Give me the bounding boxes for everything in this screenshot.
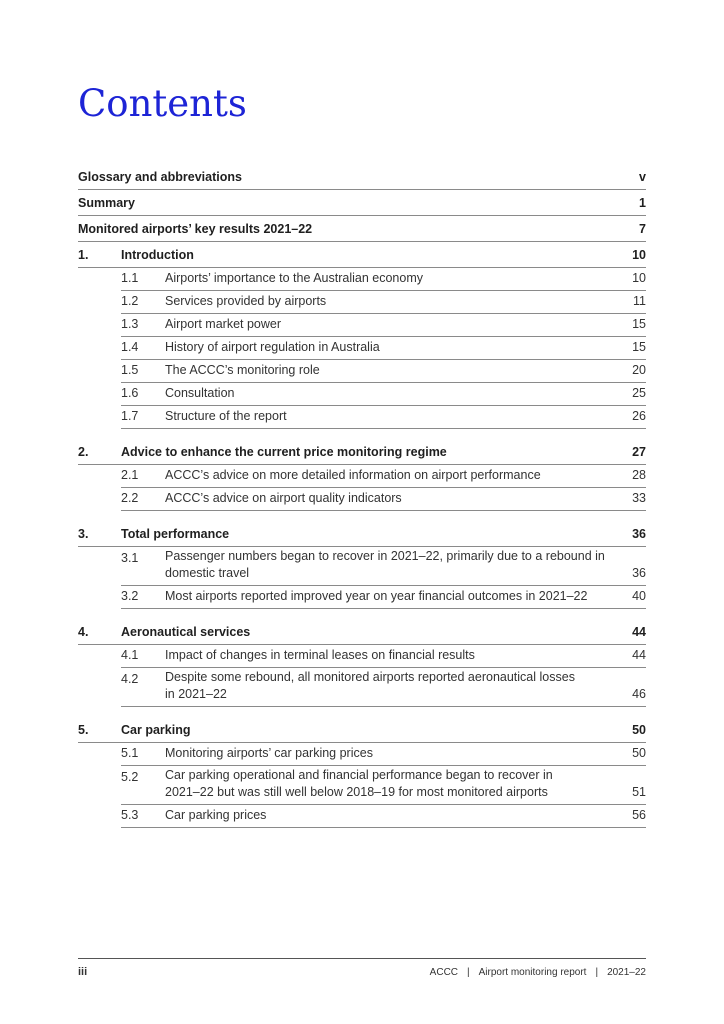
section-title-line: Despite some rebound, all monitored airports reported aeronautical losses	[165, 670, 575, 684]
section-number: 5.3	[121, 808, 139, 822]
chapter-page: 36	[632, 527, 646, 541]
table-of-contents	[78, 164, 646, 828]
toc-section-1-3[interactable]	[121, 314, 646, 337]
section-number: 5.1	[121, 746, 139, 760]
section-title-line: 2021–22 but was still well below 2018–19 for most monitored airports	[165, 785, 548, 799]
section-title-line: domestic travel	[165, 566, 250, 580]
section-title	[165, 548, 616, 582]
section-page: 36	[632, 566, 646, 580]
footer-page-number: iii	[78, 966, 88, 978]
toc-entry-label: Glossary and abbreviations	[78, 170, 242, 184]
section-number: 2.2	[121, 491, 139, 505]
toc-entry-label: Monitored airports’ key results 2021–22	[78, 222, 313, 236]
toc-entry-summary[interactable]	[78, 190, 646, 216]
chapter-number: 5.	[78, 723, 89, 737]
section-number: 1.3	[121, 317, 139, 331]
section-title: Airport market power	[165, 317, 282, 331]
section-title: History of airport regulation in Australia	[165, 340, 380, 354]
section-number: 4.2	[121, 672, 139, 686]
section-page: 10	[632, 271, 646, 285]
toc-section-1-2[interactable]	[121, 291, 646, 314]
section-page: 26	[632, 409, 646, 423]
section-title-line: Passenger numbers began to recover in 2021–22, primarily due to a rebound in	[165, 549, 605, 563]
toc-section-3-2[interactable]	[121, 586, 646, 609]
toc-section-1-7[interactable]	[121, 406, 646, 429]
toc-entry-page: v	[639, 170, 646, 184]
toc-section-1-5[interactable]	[121, 360, 646, 383]
section-title	[165, 767, 616, 801]
chapter-page: 44	[632, 625, 646, 639]
section-number: 3.2	[121, 589, 139, 603]
toc-section-1-6[interactable]	[121, 383, 646, 406]
footer-year: 2021–22	[607, 966, 646, 978]
section-page: 28	[632, 468, 646, 482]
section-page: 11	[633, 294, 646, 308]
toc-section-1-1[interactable]	[121, 268, 646, 291]
section-page: 40	[632, 589, 646, 603]
section-title: Most airports reported improved year on year financial outcomes in 2021–22	[165, 589, 588, 603]
section-number: 3.1	[121, 551, 139, 565]
section-number: 1.7	[121, 409, 139, 423]
section-title: Airports’ importance to the Australian economy	[165, 271, 423, 285]
chapter-title: Total performance	[121, 527, 230, 541]
section-page: 50	[632, 746, 646, 760]
toc-section-2-2[interactable]	[121, 488, 646, 511]
footer-report: Airport monitoring report	[478, 966, 587, 978]
footer-separator: |	[467, 966, 470, 978]
toc-chapter-4[interactable]	[78, 609, 646, 645]
section-page: 33	[632, 491, 646, 505]
section-number: 1.1	[121, 271, 139, 285]
section-title: ACCC’s advice on airport quality indicators	[165, 491, 402, 505]
section-page: 51	[632, 785, 646, 799]
toc-entry-label: Summary	[78, 196, 135, 210]
toc-section-3-1[interactable]	[121, 547, 646, 586]
chapter-title: Car parking	[121, 723, 191, 737]
toc-chapter-3[interactable]	[78, 511, 646, 547]
section-number: 1.4	[121, 340, 139, 354]
footer-separator: |	[595, 966, 599, 978]
section-page: 44	[632, 648, 646, 662]
section-page: 25	[632, 386, 646, 400]
chapter-page: 27	[632, 445, 646, 459]
toc-section-4-2[interactable]	[121, 668, 646, 707]
footer-org: ACCC	[429, 966, 459, 978]
section-number: 5.2	[121, 770, 139, 784]
toc-entry-page: 1	[639, 196, 646, 210]
toc-chapter-2[interactable]	[78, 429, 646, 465]
chapter-number: 1.	[78, 248, 89, 262]
section-number: 1.2	[121, 294, 139, 308]
section-title: Consultation	[165, 386, 235, 400]
chapter-number: 3.	[78, 527, 89, 541]
section-page: 46	[632, 687, 646, 701]
section-number: 2.1	[121, 468, 139, 482]
chapter-page: 50	[632, 723, 646, 737]
section-number: 4.1	[121, 648, 139, 662]
section-page: 20	[632, 363, 646, 377]
section-title-line: Car parking operational and financial performance began to recover in	[165, 768, 553, 782]
page-footer	[78, 958, 646, 978]
chapter-number: 4.	[78, 625, 89, 639]
section-title: Impact of changes in terminal leases on financial results	[165, 648, 475, 662]
toc-section-5-3[interactable]	[121, 805, 646, 828]
section-number: 1.5	[121, 363, 139, 377]
section-page: 15	[632, 317, 646, 331]
chapter-title: Introduction	[121, 248, 194, 262]
chapter-title: Aeronautical services	[121, 625, 251, 639]
section-number: 1.6	[121, 386, 139, 400]
toc-section-5-1[interactable]	[121, 743, 646, 766]
toc-chapter-5[interactable]	[78, 707, 646, 743]
chapter-number: 2.	[78, 445, 89, 459]
toc-entry-key-results[interactable]	[78, 216, 646, 242]
toc-entry-page: 7	[639, 222, 646, 236]
section-page: 56	[632, 808, 646, 822]
chapter-page: 10	[632, 248, 646, 262]
footer-running-title	[430, 967, 646, 978]
section-title: Structure of the report	[165, 409, 287, 423]
page-title: Contents	[78, 82, 247, 125]
chapter-title: Advice to enhance the current price monitoring regime	[121, 445, 447, 459]
section-title: ACCC’s advice on more detailed information on airport performance	[165, 468, 541, 482]
section-title: Monitoring airports’ car parking prices	[165, 746, 373, 760]
toc-chapter-1[interactable]	[78, 242, 646, 268]
section-title: Car parking prices	[165, 808, 267, 822]
section-title: The ACCC’s monitoring role	[165, 363, 320, 377]
section-title	[165, 669, 616, 703]
section-title: Services provided by airports	[165, 294, 327, 308]
toc-section-1-4[interactable]	[121, 337, 646, 360]
toc-entry-glossary[interactable]	[78, 164, 646, 190]
toc-section-5-2[interactable]	[121, 766, 646, 805]
section-page: 15	[632, 340, 646, 354]
toc-section-2-1[interactable]	[121, 465, 646, 488]
toc-section-4-1[interactable]	[121, 645, 646, 668]
section-title-line: in 2021–22	[165, 687, 227, 701]
